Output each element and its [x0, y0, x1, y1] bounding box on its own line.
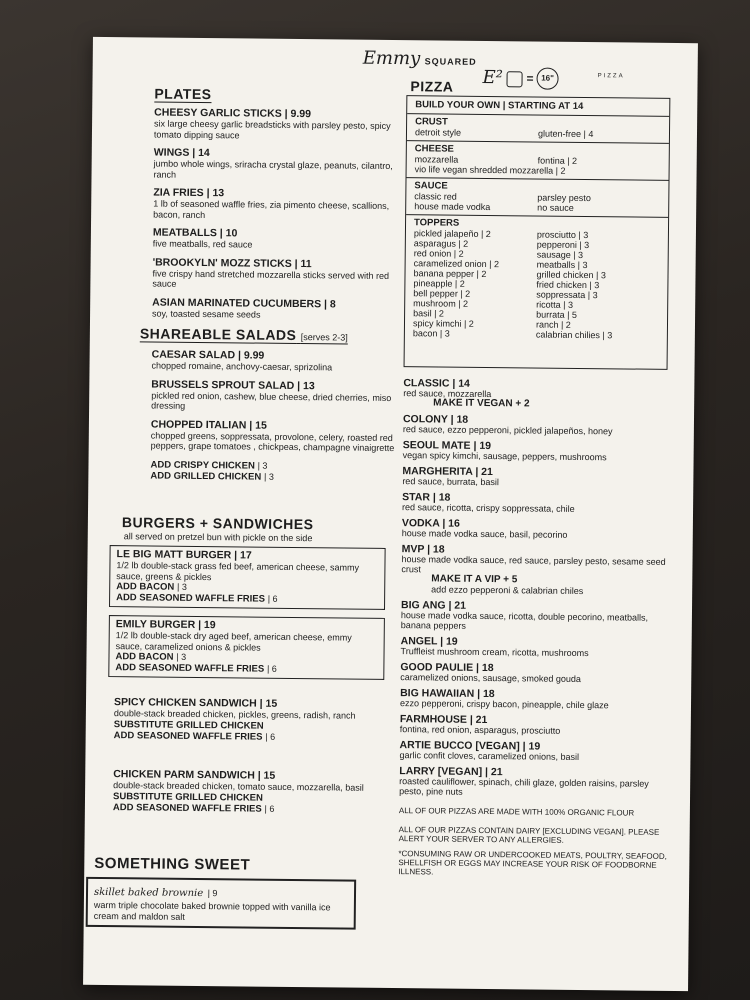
pizza-upgrade: MAKE IT VEGAN + 2 [433, 397, 530, 410]
brand-squared: SQUARED [424, 56, 477, 67]
item-desc: double-stack breaded chicken, pickles, greens, radish, ranch [113, 708, 356, 721]
burger-box-2 [108, 615, 385, 680]
addon-price: | 6 [266, 663, 277, 674]
pizza-desc: red sauce, burrata, basil [402, 476, 499, 488]
salad-item [151, 419, 411, 454]
brownie-desc: warm triple chocolate baked brownie topped with vanilla ice cream and maldon salt [93, 899, 331, 922]
crust-heading: CRUST [415, 116, 448, 128]
addon-label: ADD SEASONED WAFFLE FRIES [113, 729, 263, 743]
pizza-title: BIG HAWAIIAN | 18 [400, 687, 495, 701]
addon-price: | 6 [265, 731, 276, 742]
sauce-option: classic red [414, 191, 457, 202]
addon-price: | 6 [264, 803, 275, 814]
item-desc: five meatballs, red sauce [152, 238, 253, 250]
item-title: CHOPPED ITALIAN | 15 [150, 417, 267, 432]
pizza-title: FARMHOUSE | 21 [399, 713, 488, 727]
pizza-desc: house made vodka sauce, ricotta, double pecorino, meatballs, banana peppers [400, 610, 649, 631]
crust-option: detroit style [414, 127, 462, 138]
item-desc: soy, toasted sesame seeds [152, 307, 261, 320]
menu-paper [83, 37, 698, 991]
pizza-title: MARGHERITA | 21 [402, 465, 493, 479]
pizza-item [399, 766, 669, 799]
item-desc: jumbo whole wings, sriracha crystal glaze, peanuts, cilantro, ranch [153, 158, 393, 180]
addon-price: | 3 [257, 460, 268, 471]
addon-label: ADD SEASONED WAFFLE FRIES [116, 592, 266, 605]
pizza-title: ANGEL | 19 [400, 635, 458, 648]
byo-title: BUILD YOUR OWN | STARTING AT 14 [415, 99, 584, 112]
pizza-item [399, 740, 669, 763]
byo-box [404, 95, 671, 370]
item-desc: five crispy hand stretched mozzarella sticks served with red sauce [152, 267, 390, 289]
cheese-option: vio life vegan shredded mozzarella | 2 [414, 164, 566, 176]
pizza-desc: caramelized onions, sausage, smoked gouda [400, 672, 581, 685]
sauce-row [406, 178, 668, 218]
plates-item [153, 227, 413, 251]
sweet-box [86, 877, 357, 930]
addon-price: | 3 [177, 581, 187, 592]
pizza-title: GOOD PAULIE | 18 [400, 661, 494, 675]
pizza-title: VODKA | 16 [401, 517, 460, 530]
pizza-heading: PIZZA [410, 78, 454, 95]
pizza-item [401, 600, 671, 633]
salads-note: [serves 2-3] [300, 332, 348, 343]
pizza-upgrade-desc: add ezzo pepperoni & calabrian chiles [431, 584, 584, 597]
sauce-option: parsley pesto [537, 192, 591, 204]
topper: meatballs | 3 [536, 259, 588, 271]
item-desc: pickled red onion, cashew, blue cheese, dried cherries, miso dressing [151, 389, 392, 411]
brand-script: Emmy [362, 47, 421, 70]
pizza-size-badge: 16" [536, 68, 558, 90]
pizza-desc: fontina, red onion, asparagus, prosciutto [399, 724, 561, 736]
plates-item [153, 187, 413, 222]
addon-label: SUBSTITUTE GRILLED CHICKEN [113, 718, 264, 732]
topper: basil | 2 [413, 308, 445, 319]
salads-title: SHAREABLE SALADS [139, 325, 297, 344]
pizza-item [402, 518, 672, 541]
pizza-title: MVP | 18 [401, 543, 445, 556]
pizza-desc: garlic confit cloves, caramelized onions, basil [399, 750, 580, 762]
crust-option: gluten-free | 4 [537, 128, 594, 140]
pizza-title: BIG ANG | 21 [400, 599, 467, 612]
pizza-item [401, 636, 671, 659]
item-title: SPICY CHICKEN SANDWICH | 15 [113, 696, 278, 710]
chicken-parm-item [113, 769, 373, 815]
salad-item [151, 349, 411, 373]
pizza-item [400, 688, 670, 711]
equals-sign: = [526, 71, 534, 86]
salad-addon [150, 470, 410, 484]
pizza-item [403, 378, 673, 411]
plates-item [154, 108, 414, 143]
pizza-desc: red sauce, mozzarella [403, 388, 492, 400]
pizza-item [401, 544, 672, 597]
topper: bacon | 3 [412, 328, 450, 339]
pizza-desc: vegan spicy kimchi, sausage, peppers, mushrooms [402, 450, 607, 463]
raw-food-warning: *CONSUMING RAW OR UNDERCOOKED MEATS, POULTRY, SEAFOOD, SHELLFISH OR EGGS MAY INCREASE YOUR RISK OF FOODBORNE ILLNESS. [398, 849, 667, 877]
pizza-title: LARRY [VEGAN] | 21 [399, 765, 503, 779]
sauce-option: no sauce [537, 202, 574, 213]
addon-label: ADD CRISPY CHICKEN [150, 458, 255, 472]
brownie-price: | 9 [207, 888, 218, 899]
item-desc: 1/2 lb double-stack dry aged beef, american cheese, emmy sauce, caramelized onions & pickles [115, 630, 352, 653]
addon-label: ADD BACON [115, 651, 174, 663]
burger-box-1 [109, 545, 386, 610]
pizza-desc: red sauce, ricotta, crispy soppressata, chile [402, 502, 575, 514]
flour-note: ALL OF OUR PIZZAS ARE MADE WITH 100% ORGANIC FLOUR [398, 806, 635, 818]
pizza-title: SEOUL MATE | 19 [402, 439, 492, 453]
topper: calabrian chilies | 3 [535, 329, 613, 341]
addon-label: SUBSTITUTE GRILLED CHICKEN [112, 790, 263, 804]
addon-price: | 3 [263, 471, 274, 482]
toppers-row [405, 215, 668, 344]
salads-heading [140, 325, 348, 343]
pizza-desc: Truffleist mushroom cream, ricotta, mushrooms [400, 646, 589, 659]
dairy-note: ALL OF OUR PIZZAS CONTAIN DAIRY [EXCLUDING VEGAN]. PLEASE ALERT YOUR SERVER TO ANY ALLERGIES. [398, 825, 660, 845]
topper: caramelized onion | 2 [413, 258, 500, 270]
cheese-row [407, 141, 669, 181]
sweet-heading: SOMETHING SWEET [94, 854, 251, 874]
topper: grilled chicken | 3 [536, 269, 606, 281]
pizza-title: ARTIE BUCCO [VEGAN] | 19 [399, 739, 541, 753]
cheese-option: mozzarella [414, 154, 459, 165]
plates-item [152, 257, 412, 292]
topper: banana pepper | 2 [413, 268, 487, 279]
plates-item [152, 297, 412, 321]
item-desc: six large cheesy garlic breadsticks with parsley pesto, spicy tomato dipping sauce [153, 118, 391, 140]
addon-price: | 6 [267, 593, 278, 604]
pizza-title: STAR | 18 [402, 491, 451, 504]
pizza-desc: red sauce, ezzo pepperoni, pickled jalapeños, honey [402, 424, 613, 437]
topper: bell pepper | 2 [413, 288, 471, 299]
pizza-title: CLASSIC | 14 [403, 377, 470, 390]
topper: ranch | 2 [535, 319, 571, 330]
burgers-heading: BURGERS + SANDWICHES [121, 514, 314, 533]
pizza-desc: house made vodka sauce, red sauce, parsley pesto, sesame seed crust [401, 554, 666, 575]
topper: sausage | 3 [536, 249, 584, 261]
brand-pizza: PIZZA [597, 73, 625, 80]
addon-label: ADD SEASONED WAFFLE FRIES [115, 662, 265, 675]
sauce-option: house made vodka [414, 201, 491, 213]
pizza-item [400, 714, 670, 737]
pizza-desc: roasted cauliflower, spinach, chili glaze, golden raisins, parsley pesto, pine nuts [399, 776, 649, 797]
item-desc: chopped greens, soppressata, provolone, celery, roasted red peppers, grape tomatoes , chickpeas, champagne vinaigrette [150, 429, 395, 454]
pizza-item [400, 662, 670, 685]
sauce-heading: SAUCE [414, 180, 448, 192]
pizza-desc: ezzo pepperoni, crispy bacon, pineapple, chile glaze [399, 698, 609, 711]
topper: mushroom | 2 [413, 298, 469, 309]
pizza-upgrade: MAKE IT A VIP + 5 [431, 573, 518, 586]
item-desc: 1/2 lb double-stack grass fed beef, american cheese, sammy sauce, greens & pickles [116, 560, 360, 582]
addon-price: | 3 [176, 651, 187, 662]
topper: red onion | 2 [413, 248, 464, 259]
item-title: CHICKEN PARM SANDWICH | 15 [113, 768, 276, 782]
topper: pickled jalapeño | 2 [413, 228, 491, 240]
topper: ricotta | 3 [536, 299, 574, 310]
addon-label: ADD GRILLED CHICKEN [150, 469, 262, 483]
burger-item [116, 549, 377, 606]
addon-label: ADD BACON [116, 581, 175, 593]
brownie-title: skillet baked brownie [93, 886, 204, 900]
item-title: CHEESY GARLIC STICKS | 9.99 [154, 106, 312, 121]
salads-list [150, 349, 411, 483]
pizza-item [402, 466, 672, 489]
addon-label: ADD SEASONED WAFFLE FRIES [112, 801, 262, 815]
e2-logo: E² [482, 66, 504, 89]
cheese-option: fontina | 2 [537, 155, 578, 166]
salad-item [151, 379, 411, 414]
pizza-item [402, 492, 672, 515]
pizza-list [398, 378, 673, 879]
item-title: CAESAR SALAD | 9.99 [151, 348, 265, 362]
item-title: EMILY BURGER | 19 [115, 618, 216, 632]
topper: fried chicken | 3 [536, 279, 600, 291]
topper: pineapple | 2 [413, 278, 465, 289]
dice-icon [506, 71, 522, 87]
topper: asparagus | 2 [413, 238, 469, 249]
item-desc: double-stack breaded chicken, tomato sauce, mozzarella, basil [113, 780, 364, 793]
item-title: BRUSSELS SPROUT SALAD | 13 [151, 377, 315, 392]
item-title: ZIA FRIES | 13 [153, 186, 225, 200]
toppers-heading: TOPPERS [413, 217, 460, 229]
spicy-chicken-item [114, 697, 374, 743]
plates-item [153, 148, 413, 183]
item-title: MEATBALLS | 10 [152, 226, 238, 240]
item-desc: chopped romaine, anchovy-caesar, sprizolina [151, 360, 333, 373]
topper: prosciutto | 3 [536, 229, 589, 241]
item-desc: 1 lb of seasoned waffle fries, zia pimento cheese, scallions, bacon, ranch [153, 198, 390, 220]
plates-heading: PLATES [154, 85, 212, 103]
topper: burrata | 5 [536, 309, 578, 320]
pizza-item [403, 414, 673, 437]
pizza-item [403, 440, 673, 463]
item-title: LE BIG MATT BURGER | 17 [116, 548, 252, 562]
plates-list [152, 108, 414, 322]
item-title: 'BROOKYLN' MOZZ STICKS | 11 [152, 255, 312, 270]
topper: spicy kimchi | 2 [412, 318, 474, 329]
pizza-title: COLONY | 18 [402, 413, 469, 426]
item-title: ASIAN MARINATED CUCUMBERS | 8 [152, 295, 336, 310]
topper: pepperoni | 3 [536, 239, 590, 251]
topper: soppressata | 3 [536, 289, 598, 301]
pizza-desc: house made vodka sauce, basil, pecorino [401, 528, 568, 540]
cheese-heading: CHEESE [414, 143, 454, 155]
crust-row [407, 114, 669, 144]
burgers-note: all served on pretzel bun with pickle on the side [123, 531, 313, 544]
burger-item [115, 619, 376, 676]
item-title: WINGS | 14 [153, 146, 210, 160]
